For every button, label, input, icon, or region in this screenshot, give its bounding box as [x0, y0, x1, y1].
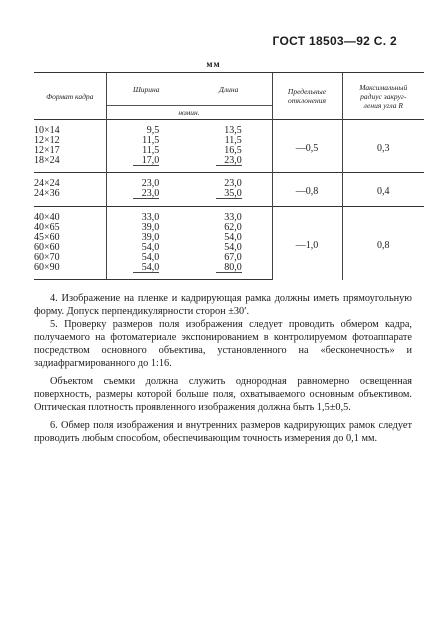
col-header-radius: Максимальный радиус закруг- ления угла R — [342, 73, 424, 120]
cell-width: 39,0 — [106, 233, 186, 243]
cell-width: 54,0 — [106, 243, 186, 253]
col-header-nominal: номин. — [106, 106, 272, 120]
cell-length: 54,0 — [224, 231, 242, 243]
cell-format: 12×12 — [34, 135, 60, 147]
table-group-3 — [34, 206, 424, 280]
cell-width: 11,5 — [106, 136, 186, 146]
cell-format: 40×40 — [34, 211, 60, 223]
cell-deviation: —0,5 — [272, 120, 342, 173]
cell-length: 35,0 — [186, 189, 272, 206]
cell-length: 13,5 — [224, 125, 242, 136]
cell-format: 18×24 — [34, 155, 60, 167]
cell-width: 33,0 — [106, 206, 186, 223]
paragraph-5-continued: Объектом съемки должна служить однородная равномерно освещенная поверхность, размеры которой больше поля, охватываемого основным объективом. Оптическая плотность проявленного изображения должна быть 1,5±0,5. — [34, 376, 412, 413]
document-header: ГОСТ 18503—92 С. 2 — [272, 34, 397, 48]
col-header-length: Длина — [186, 73, 272, 106]
col-header-width: Ширина — [106, 73, 186, 106]
cell-format: 24×36 — [34, 188, 60, 200]
cell-width: 23,0 — [106, 173, 186, 190]
cell-length: 54,0 — [224, 241, 242, 253]
cell-deviation: —0,8 — [272, 173, 342, 206]
cell-length: 16,5 — [224, 145, 242, 157]
cell-width: 9,5 — [106, 120, 186, 137]
col-header-format: Формат кадра — [34, 73, 106, 120]
cell-length: 33,0 — [224, 211, 242, 223]
cell-radius: 0,8 — [342, 206, 424, 280]
cell-format: 45×60 — [34, 231, 60, 243]
cell-width: 11,5 — [106, 146, 186, 156]
table-group-2 — [34, 173, 424, 206]
paragraph-5: 5. Проверку размеров поля изображения следует проводить обмером кадра, получаемого на фотоматериале экспонированием в контролируемом фотоаппарате посредством основного объектива, установленного на «бесконечность» и задиафрагмированного до 1:16. — [34, 319, 412, 369]
cell-width: 23,0 — [106, 189, 186, 206]
table-row — [34, 206, 424, 223]
cell-length: 62,0 — [224, 221, 242, 233]
cell-length: 67,0 — [224, 251, 242, 263]
cell-format: 12×17 — [34, 145, 60, 157]
cell-width: 39,0 — [106, 223, 186, 233]
col-header-deviation: Предельные отклонения — [272, 73, 342, 120]
body-text — [34, 292, 412, 445]
cell-format: 60×70 — [34, 251, 60, 263]
cell-width: 54,0 — [106, 253, 186, 263]
cell-length: 11,5 — [224, 135, 242, 147]
cell-width: 17,0 — [106, 156, 186, 173]
frame-size-table — [34, 72, 424, 280]
cell-length: 23,0 — [224, 178, 242, 190]
table-row — [34, 173, 424, 190]
cell-format: 24×24 — [34, 178, 60, 190]
cell-format: 10×14 — [34, 125, 60, 136]
cell-length: 80,0 — [186, 263, 272, 280]
table-unit-label: мм — [206, 59, 221, 69]
cell-format: 40×65 — [34, 221, 60, 233]
paragraph-4: 4. Изображение на пленке и кадрирующая рамка должны иметь прямоугольную форму. Допуск перпендикулярности сторон ±30′. — [34, 293, 412, 317]
cell-deviation: —1,0 — [272, 206, 342, 280]
paragraph-6: 6. Обмер поля изображения и внутренних размеров кадрирующих рамок следует проводить любым способом, обеспечивающим точность измерения до 0,1 мм. — [34, 420, 412, 444]
cell-width: 54,0 — [106, 263, 186, 280]
table-group-1 — [34, 120, 424, 173]
cell-format: 60×60 — [34, 241, 60, 253]
table-row — [34, 120, 424, 137]
cell-radius: 0,3 — [342, 120, 424, 173]
cell-radius: 0,4 — [342, 173, 424, 206]
cell-format: 60×90 — [34, 263, 106, 280]
cell-length: 23,0 — [186, 156, 272, 173]
